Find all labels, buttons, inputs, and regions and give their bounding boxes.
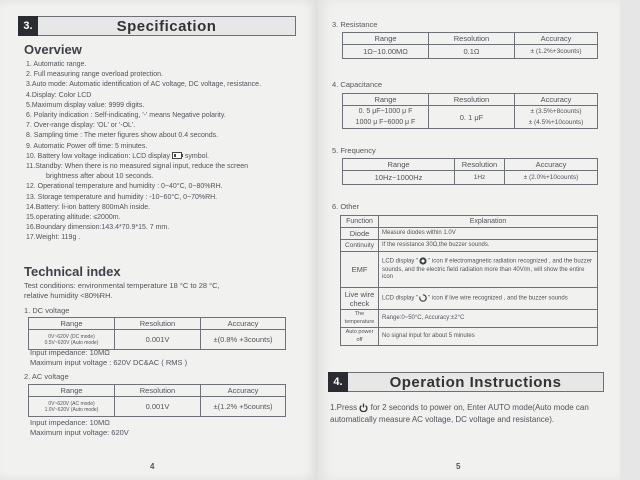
list-item: 2. Full measuring range overload protection. [26,71,163,79]
explanation-temperature: Range:0~50°C, Accuracy:±2°C [379,310,598,328]
ac-voltage-table [28,384,286,417]
explanation-auto-power-off: No signal input for about 5 minutes [379,328,598,346]
header-range: Range [29,318,115,330]
test-conditions-humidity: relative humidity <80%RH. [24,291,113,300]
frequency-accuracy: ± (2.0%+10counts) [505,171,598,185]
explanation-continuity: If the resistance 30Ω,the buzzer sounds. [379,240,598,252]
list-item: 12. Operational temperature and humidity : 0~40°C, 0~80%RH. [26,183,223,191]
ac-range-cell [29,397,115,417]
header-accuracy: Accuracy [505,159,598,171]
live-wire-icon [418,294,428,302]
capacitance-range-1: 0. 5 μF~1000 μ F [358,108,413,115]
other-label: 6. Other [332,202,360,211]
header-resolution: Resolution [429,33,515,45]
other-table [340,215,598,346]
test-conditions: Test conditions: environmental temperature 18 °C to 28 °C, [24,281,220,290]
capacitance-accuracy-2: ± (4.5%+10counts) [528,119,584,126]
battery-item-text: 10. Battery low voltage indication: LCD display [26,152,170,160]
specification-header [18,16,296,36]
list-item: 9. Automatic Power off time: 5 minutes. [26,142,148,150]
header-range: Range [343,94,429,106]
dc-voltage-label: 1. DC voltage [24,306,70,315]
header-range: Range [343,33,429,45]
resistance-range: 1Ω~10.00MΩ [343,45,429,59]
list-item: 8. Sampling time : The meter figures show about 0.4 seconds. [26,132,219,140]
list-item [26,172,316,182]
page-number: 5 [456,462,461,471]
dc-voltage-table [28,317,286,350]
frequency-resolution: 1Hz [455,171,505,185]
list-item: 1. Automatic range. [26,61,87,68]
header-range: Range [29,385,115,397]
battery-item-suffix: symbol. [184,152,209,160]
section-title: Specification [116,17,217,35]
list-item: 15.operating altitude: ≤2000m. [26,214,121,222]
ac-input-impedance: Input impedance: 10MΩ [30,418,110,427]
technical-index-title: Technical index [24,264,121,279]
live-wire-text-b: " icon if live wire recognized , and the buzzer sounds [428,295,568,302]
ac-accuracy: ±(1.2% +5counts) [201,397,286,417]
capacitance-range-2: 1000 μ F~6000 μ F [355,119,416,126]
header-resolution: Resolution [455,159,505,171]
overview-title: Overview [24,42,82,57]
dc-max-input: Maximum input voltage : 620V DC&AC ( RMS ) [30,358,188,367]
ac-range-1: 0V~620V (AC mode) [48,400,95,407]
page-number: 4 [150,462,155,471]
ac-range-2: 1.0V~620V (Auto mode) [44,406,99,413]
section-number: 4. [328,372,348,392]
function-live-wire: Live wire check [341,288,379,310]
dc-accuracy: ±(0.8% +3counts) [201,330,286,350]
capacitance-label: 4. Capacitance [332,80,383,89]
capacitance-accuracy-1: ± (3.5%+8counts) [530,108,582,115]
emf-text-b: " icon if electromagnetic radiation recognized , and the buzzer sounds, and the electric field radiation more than 40V/m, will show the entire icon [382,259,593,281]
function-continuity: Continuity [341,240,379,252]
header-accuracy: Accuracy [515,33,598,45]
explanation-emf [379,252,598,288]
list-item: 5.Maximum display value: 9999 digits. [26,101,145,109]
function-diode: Diode [341,228,379,240]
header-accuracy: Accuracy [201,385,286,397]
resistance-resolution: 0.1Ω [429,45,515,59]
ac-max-input: Maximum input voltage: 620V [30,428,129,437]
capacitance-accuracy-cell [515,106,598,129]
resistance-table [342,32,598,59]
list-item: 7. Over-range display: 'OL' or '-OL'. [26,122,136,130]
op-text-a: 1.Press [330,403,358,412]
function-temperature: The temperature [341,310,379,328]
right-page [318,0,620,480]
capacitance-resolution: 0. 1 μF [429,106,515,129]
operation-instructions-header [328,372,604,392]
list-item: 16.Boundary dimension:143.4*70.9*15. 7 mm. [26,224,170,232]
header-function: Function [341,216,379,228]
list-item: 6. Polarity indication : Self-indicating, '-' means Negative polarity. [26,112,226,120]
ac-voltage-label: 2. AC voltage [24,372,69,381]
list-item: 11.Standby: When there is no measured signal input, reduce the screen [26,163,249,171]
list-item: 13. Storage temperature and humidity : -10~60°C, 0~70%RH. [26,193,218,201]
list-item-continuation: brightness after about 10 seconds. [46,173,154,181]
header-range: Range [343,159,455,171]
header-resolution: Resolution [115,385,201,397]
capacitance-table [342,93,598,129]
ac-resolution: 0.001V [115,397,201,417]
resistance-accuracy: ± (1.2%+3counts) [515,45,598,59]
capacitance-range-cell [343,106,429,129]
explanation-diode: Measure diodes within 1.0V [379,228,598,240]
list-item: 4.Display: Color LCD [26,91,92,99]
battery-icon [172,152,183,159]
list-item: 17.Weight: 119g . [26,234,81,242]
power-icon [359,403,368,412]
adjacent-page-edge [620,0,640,480]
frequency-range: 10Hz~1000Hz [343,171,455,185]
overview-list [26,60,316,244]
left-page [0,0,318,480]
emf-radiation-icon [418,257,428,265]
op-text-b: for 2 seconds to power on, Enter AUTO mode(Auto mode can automatically measure AC voltage, DC voltage and resistance). [330,403,589,424]
header-resolution: Resolution [429,94,515,106]
header-explanation: Explanation [379,216,598,228]
list-item: 3.Auto mode: Automatic identification of AC voltage, DC voltage, resistance. [26,81,262,89]
section-number: 3. [18,16,38,36]
dc-resolution: 0.001V [115,330,201,350]
function-auto-power-off: Auto power off [341,328,379,346]
resistance-label: 3. Resistance [332,20,378,29]
frequency-label: 5. Frequency [332,146,376,155]
operation-step-1 [330,402,612,426]
header-accuracy: Accuracy [515,94,598,106]
list-item: 14.Battery: li-ion battery 800mAh inside. [26,203,151,211]
dc-range-1: 0V~620V (DC mode) [48,333,95,340]
emf-text-a: LCD display " [382,259,419,266]
frequency-table [342,158,598,185]
section-title: Operation Instructions [389,373,562,391]
function-emf: EMF [341,252,379,288]
live-wire-text-a: LCD display " [382,295,419,302]
dc-range-cell [29,330,115,350]
dc-range-2: 0.5V~620V (Auto mode) [44,339,99,346]
explanation-live-wire [379,288,598,310]
header-resolution: Resolution [115,318,201,330]
header-accuracy: Accuracy [201,318,286,330]
dc-input-impedance: Input impedance: 10MΩ [30,348,110,357]
list-item [26,152,316,162]
